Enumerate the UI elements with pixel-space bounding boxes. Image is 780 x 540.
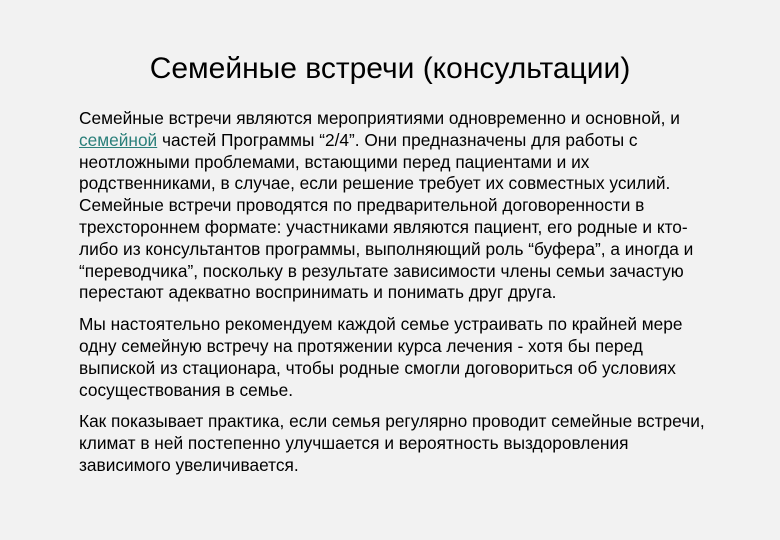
paragraph-1-text-end: частей Программы “2/4”. Они предназначены для работы с неотложными проблемами, встающими перед пациентами и их родственниками, в случае, если решение требует их совместных усилий. Семейные встречи проводятся по предварительной договоренности в трехстороннем формате: участниками являются пациент, его родные и кто-либо из консультантов программы, выполняющий роль “буфера”, а иногда и “переводчика”, поскольку в результате зависимости члены семьи зачастую перестают адекватно воспринимать и понимать друг друга. (79, 129, 694, 303)
slide-title: Семейные встречи (консультации) (149, 52, 631, 85)
paragraph-1-text-start: Семейные встречи являются мероприятиями одновременно и основной, и (79, 108, 680, 128)
paragraph-2: Мы настоятельно рекомендуем каждой семье устраивать по крайней мере одну семейную встречу на протяжении курса лечения - хотя бы перед выпиской из стационара, чтобы родные смогли договориться об условиях сосуществования в семье. (79, 314, 683, 400)
paragraph-1 (79, 108, 719, 304)
slide-body (79, 108, 719, 487)
paragraph-3: Как показывает практика, если семья регулярно проводит семейные встречи, климат в ней постепенно улучшается и вероятность выздоровления зависимого увеличивается. (79, 411, 705, 475)
family-part-link[interactable]: семейной (79, 129, 158, 150)
